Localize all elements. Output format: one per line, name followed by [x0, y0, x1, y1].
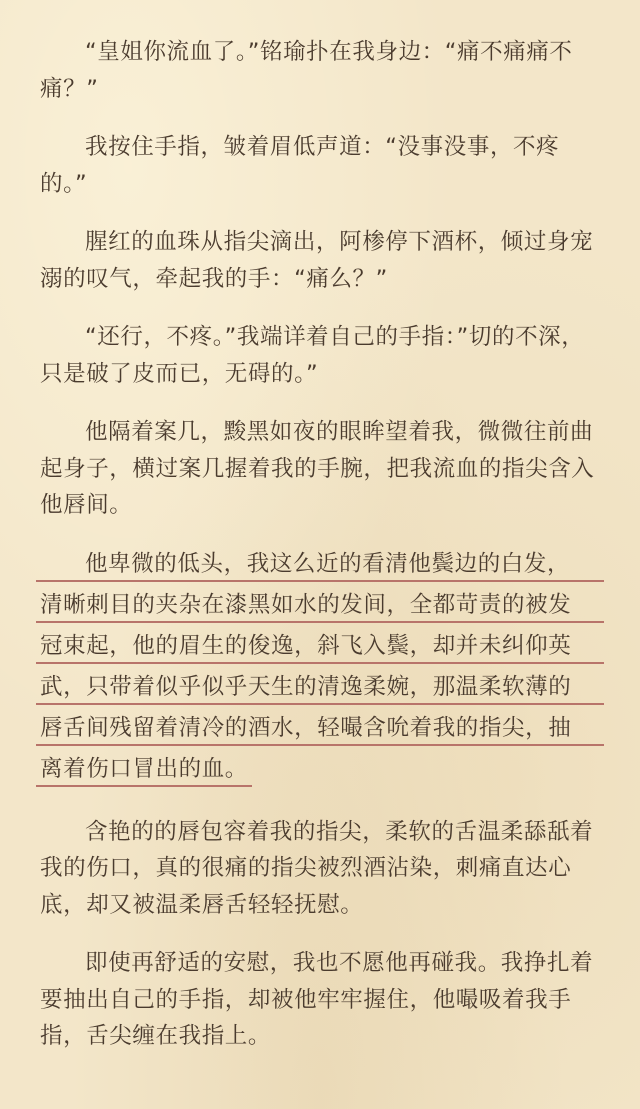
highlighted-line: 唇舌间残留着清冷的酒水，轻嘬含吮着我的指尖，抽 [36, 710, 604, 747]
highlighted-line: 冠束起，他的眉生的俊逸，斜飞入鬓，却并未纠仰英 [36, 628, 604, 665]
paragraph: 含艳的的唇包容着我的指尖，柔软的舌温柔舔舐着我的伤口，真的很痛的指尖被烈酒沾染，刺痛直达心底，却又被温柔唇舌轻轻抚慰。 [40, 818, 594, 918]
highlighted-line: 清晰刺目的夹杂在漆黑如水的发间，全都苛责的被发 [36, 587, 604, 624]
highlighted-paragraph [40, 546, 600, 792]
paragraph: “还行，不疼。”我端详着自己的手指：”切的不深，只是破了皮而已，无碍的。” [40, 324, 585, 387]
highlighted-line: 离着伤口冒出的血。 [36, 751, 252, 788]
highlighted-line: 武，只带着似乎似乎天生的清逸柔婉，那温柔软薄的 [36, 669, 604, 706]
paragraph: 即使再舒适的安慰，我也不愿他再碰我。我挣扎着要抽出自己的手指，却被他牢牢握住，他嘬吸着我手指，舌尖缠在我指上。 [40, 950, 594, 1049]
highlighted-line: 他卑微的低头，我这么近的看清他鬓边的白发， [36, 546, 604, 583]
paragraph: 腥红的血珠从指尖滴出，阿椮停下酒杯，倾过身宠溺的叹气，牵起我的手：“痛么？” [40, 229, 594, 292]
paragraph: “皇姐你流血了。”铭瑜扑在我身边：“痛不痛痛不痛？” [40, 39, 573, 102]
paragraph: 我按住手指，皱着眉低声道：“没事没事，不疼的。” [40, 134, 560, 197]
paragraph: 他隔着案几，黢黑如夜的眼眸望着我，微微往前曲起身子，横过案几握着我的手腕，把我流血的指尖含入他唇间。 [40, 419, 595, 518]
